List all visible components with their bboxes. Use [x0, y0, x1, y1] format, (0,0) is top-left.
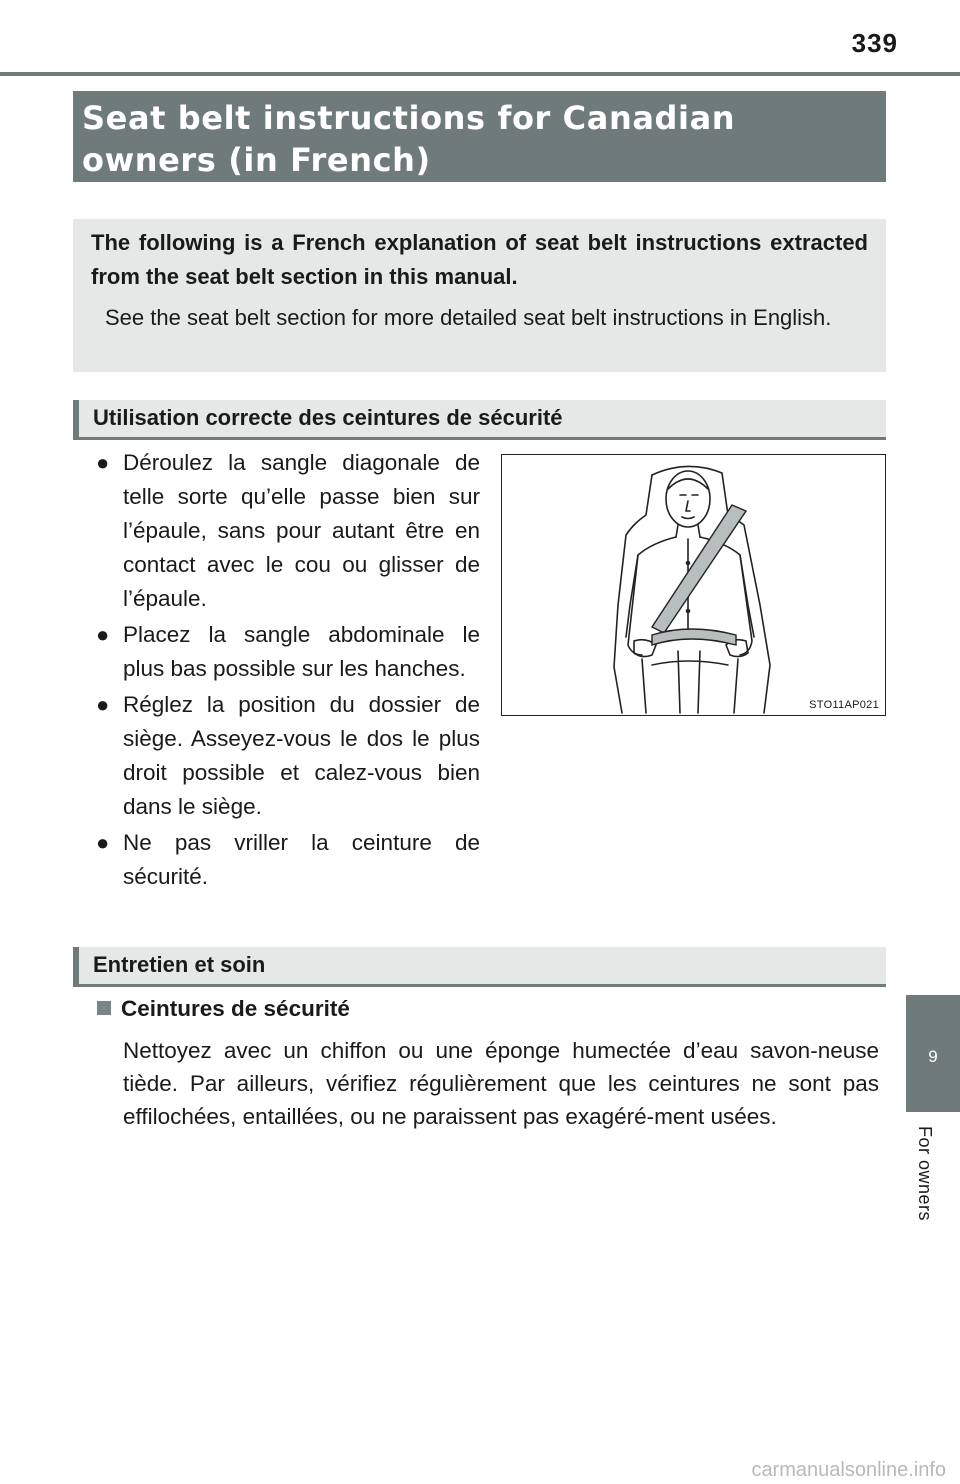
section-heading-usage-label: Utilisation correcte des ceintures de sécurité — [93, 405, 563, 430]
bullet-dot-icon: ● — [96, 450, 110, 475]
bullet-dot-icon: ● — [96, 622, 110, 647]
bullet-list — [96, 446, 480, 896]
chapter-tab-number: 9 — [928, 1047, 938, 1066]
bullet-item — [96, 826, 480, 894]
section-heading-maintenance — [73, 947, 886, 987]
subheading-seatbelts — [97, 996, 350, 1022]
subheading-text: Ceintures de sécurité — [121, 996, 350, 1021]
bullet-text: Placez la sangle abdominale le plus bas possible sur les hanches. — [123, 622, 480, 681]
chapter-tab-label: For owners — [915, 1126, 935, 1222]
bullet-text: Ne pas vriller la ceinture de sécurité. — [123, 830, 480, 889]
section-heading-maintenance-label: Entretien et soin — [93, 952, 266, 977]
page-number: 339 — [851, 28, 898, 58]
bullet-item — [96, 446, 480, 616]
watermark: carmanualsonline.info — [751, 1459, 946, 1481]
bullet-text: Déroulez la sangle diagonale de telle sorte qu’elle passe bien sur l’épaule, sans pour autant être en contact avec le cou ou glisser de l’épaule. — [123, 450, 480, 611]
intro-bold-text: The following is a French explanation of seat belt instructions extracted from the seat belt section in this manual. — [91, 230, 868, 289]
chapter-tab — [906, 995, 960, 1112]
page-title: Seat belt instructions for Canadian owners (in French) — [82, 99, 736, 179]
seated-person-seatbelt-icon — [502, 455, 886, 716]
maintenance-text: Nettoyez avec un chiffon ou une éponge humectée d’eau savon-neuse tiède. Par ailleurs, vérifiez régulièrement que les ceintures ne sont pas effilochées, entaillées, ou ne paraissent pas exagéré-ment usées. — [123, 1038, 879, 1129]
square-bullet-icon — [97, 1001, 111, 1015]
intro-text: See the seat belt section for more detailed seat belt instructions in English. — [105, 305, 832, 330]
bullet-item — [96, 618, 480, 686]
title-banner — [73, 91, 886, 182]
header-rule — [0, 72, 960, 76]
bullet-text: Réglez la position du dossier de siège. Asseyez-vous le dos le plus droit possible et calez-vous bien dans le siège. — [123, 692, 480, 819]
seatbelt-illustration — [501, 454, 886, 716]
section-heading-usage — [73, 400, 886, 440]
bullet-dot-icon: ● — [96, 692, 110, 717]
bullet-item — [96, 688, 480, 824]
figure-code: STO11AP021 — [809, 699, 879, 711]
intro-box — [73, 219, 886, 372]
bullet-dot-icon: ● — [96, 830, 110, 855]
